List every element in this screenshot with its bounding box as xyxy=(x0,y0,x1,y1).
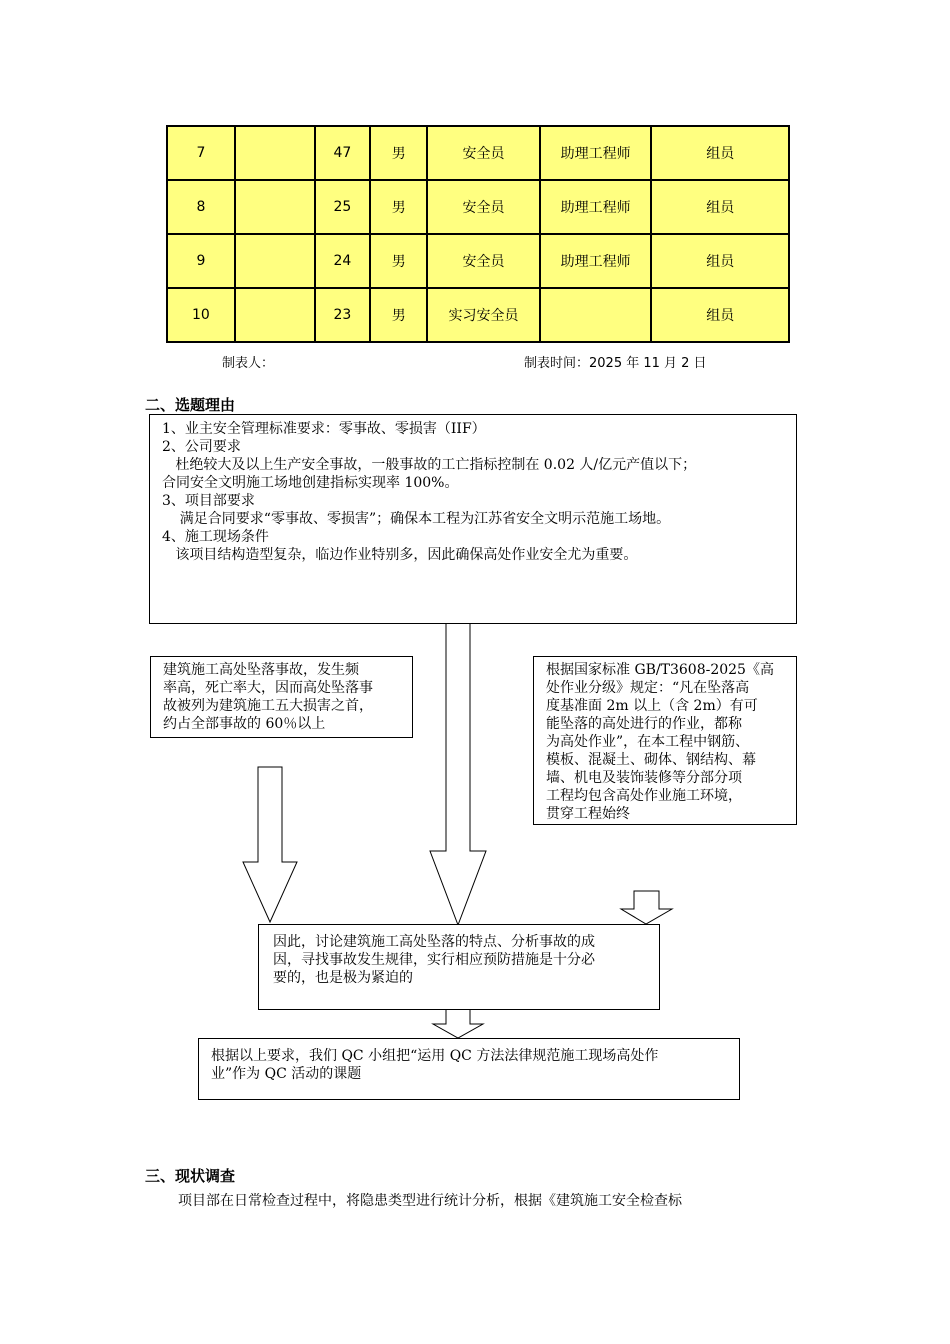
reason-line: 3、项目部要求 xyxy=(162,493,255,509)
left-down-arrow xyxy=(243,767,297,922)
national-standard-box xyxy=(533,656,797,825)
box-line: 要的，也是极为紧迫的 xyxy=(273,970,413,986)
cell-no: 8 xyxy=(167,180,235,234)
reason-line: 2、公司要求 xyxy=(162,439,241,455)
box-line: 为高处作业”，在本工程中钢筋、 xyxy=(546,734,750,750)
qc-topic-box xyxy=(198,1038,740,1100)
cell-role: 组员 xyxy=(651,288,789,342)
cell-age: 23 xyxy=(315,288,371,342)
accident-stats-box xyxy=(150,656,413,738)
box-line: 因此，讨论建筑施工高处坠落的特点、分析事故的成 xyxy=(273,934,595,950)
cell-no: 10 xyxy=(167,288,235,342)
cell-position: 安全员 xyxy=(427,126,540,180)
cell-age: 25 xyxy=(315,180,371,234)
section-2-heading: 二、选题理由 xyxy=(145,396,236,414)
section-3-heading: 三、现状调查 xyxy=(145,1167,236,1185)
cell-gender: 男 xyxy=(370,288,427,342)
cell-title: 助理工程师 xyxy=(540,126,652,180)
prepared-by: 制表人： xyxy=(222,356,275,371)
reason-line: 合同安全文明施工场地创建指标实现率 100%。 xyxy=(162,475,459,491)
box-line: 率高，死亡率大，因而高处坠落事 xyxy=(163,680,373,696)
section-3-text: 项目部在日常检查过程中，将隐患类型进行统计分析，根据《建筑施工安全检查标 xyxy=(178,1193,682,1209)
reason-line: 杜绝较大及以上生产安全事故，一般事故的工亡指标控制在 0.02 人/亿元产值以下； xyxy=(162,457,697,473)
cell-gender: 男 xyxy=(370,180,427,234)
cell-no: 9 xyxy=(167,234,235,288)
box-line: 因，寻找事故发生规律，实行相应预防措施是十分必 xyxy=(273,952,595,968)
cell-role: 组员 xyxy=(651,180,789,234)
bottom-down-arrow xyxy=(433,1009,483,1038)
cell-age: 24 xyxy=(315,234,371,288)
cell-gender: 男 xyxy=(370,126,427,180)
cell-position: 安全员 xyxy=(427,180,540,234)
cell-no: 7 xyxy=(167,126,235,180)
box-line: 故被列为建筑施工五大损害之首， xyxy=(163,698,373,714)
cell-position: 安全员 xyxy=(427,234,540,288)
box-line: 度基准面 2m 以上（含 2m）有可 xyxy=(546,698,758,714)
cell-role: 组员 xyxy=(651,234,789,288)
cell-title: 助理工程师 xyxy=(540,234,652,288)
box-line: 模板、混凝土、砌体、钢结构、幕 xyxy=(546,752,756,768)
reasons-box xyxy=(149,414,797,624)
box-line: 根据以上要求，我们 QC 小组把“运用 QC 方法法律规范施工现场高处作 xyxy=(211,1048,659,1064)
reason-line: 1、业主安全管理标准要求：零事故、零损害（IIF） xyxy=(162,421,486,437)
cell-title: 助理工程师 xyxy=(540,180,652,234)
box-line: 约占全部事故的 60％以上 xyxy=(163,716,326,732)
conclusion-box xyxy=(258,924,660,1010)
cell-position: 实习安全员 xyxy=(427,288,540,342)
box-line: 根据国家标准 GB/T3608-2025《高 xyxy=(546,662,774,678)
center-down-arrow xyxy=(430,623,486,925)
reason-line: 4、施工现场条件 xyxy=(162,529,269,545)
cell-role: 组员 xyxy=(651,126,789,180)
box-line: 处作业分级》规定：“凡在坠落高 xyxy=(546,680,750,696)
cell-age: 47 xyxy=(315,126,371,180)
box-line: 墙、机电及装饰装修等分部分项 xyxy=(546,770,742,786)
reason-line: 该项目结构造型复杂，临边作业特别多，因此确保高处作业安全尤为重要。 xyxy=(162,547,638,563)
reason-line: 满足合同要求“零事故、零损害”；确保本工程为江苏省安全文明示范施工场地。 xyxy=(162,511,671,527)
box-line: 能坠落的高处进行的作业，都称 xyxy=(546,716,742,732)
prepared-date: 制表时间：2025 年 11 月 2 日 xyxy=(524,356,707,371)
box-line: 工程均包含高处作业施工环境， xyxy=(546,788,742,804)
box-line: 业”作为 QC 活动的课题 xyxy=(211,1066,362,1082)
box-line: 贯穿工程始终 xyxy=(546,806,630,822)
cell-gender: 男 xyxy=(370,234,427,288)
box-line: 建筑施工高处坠落事故，发生频 xyxy=(163,662,359,678)
right-down-arrow xyxy=(621,891,672,924)
